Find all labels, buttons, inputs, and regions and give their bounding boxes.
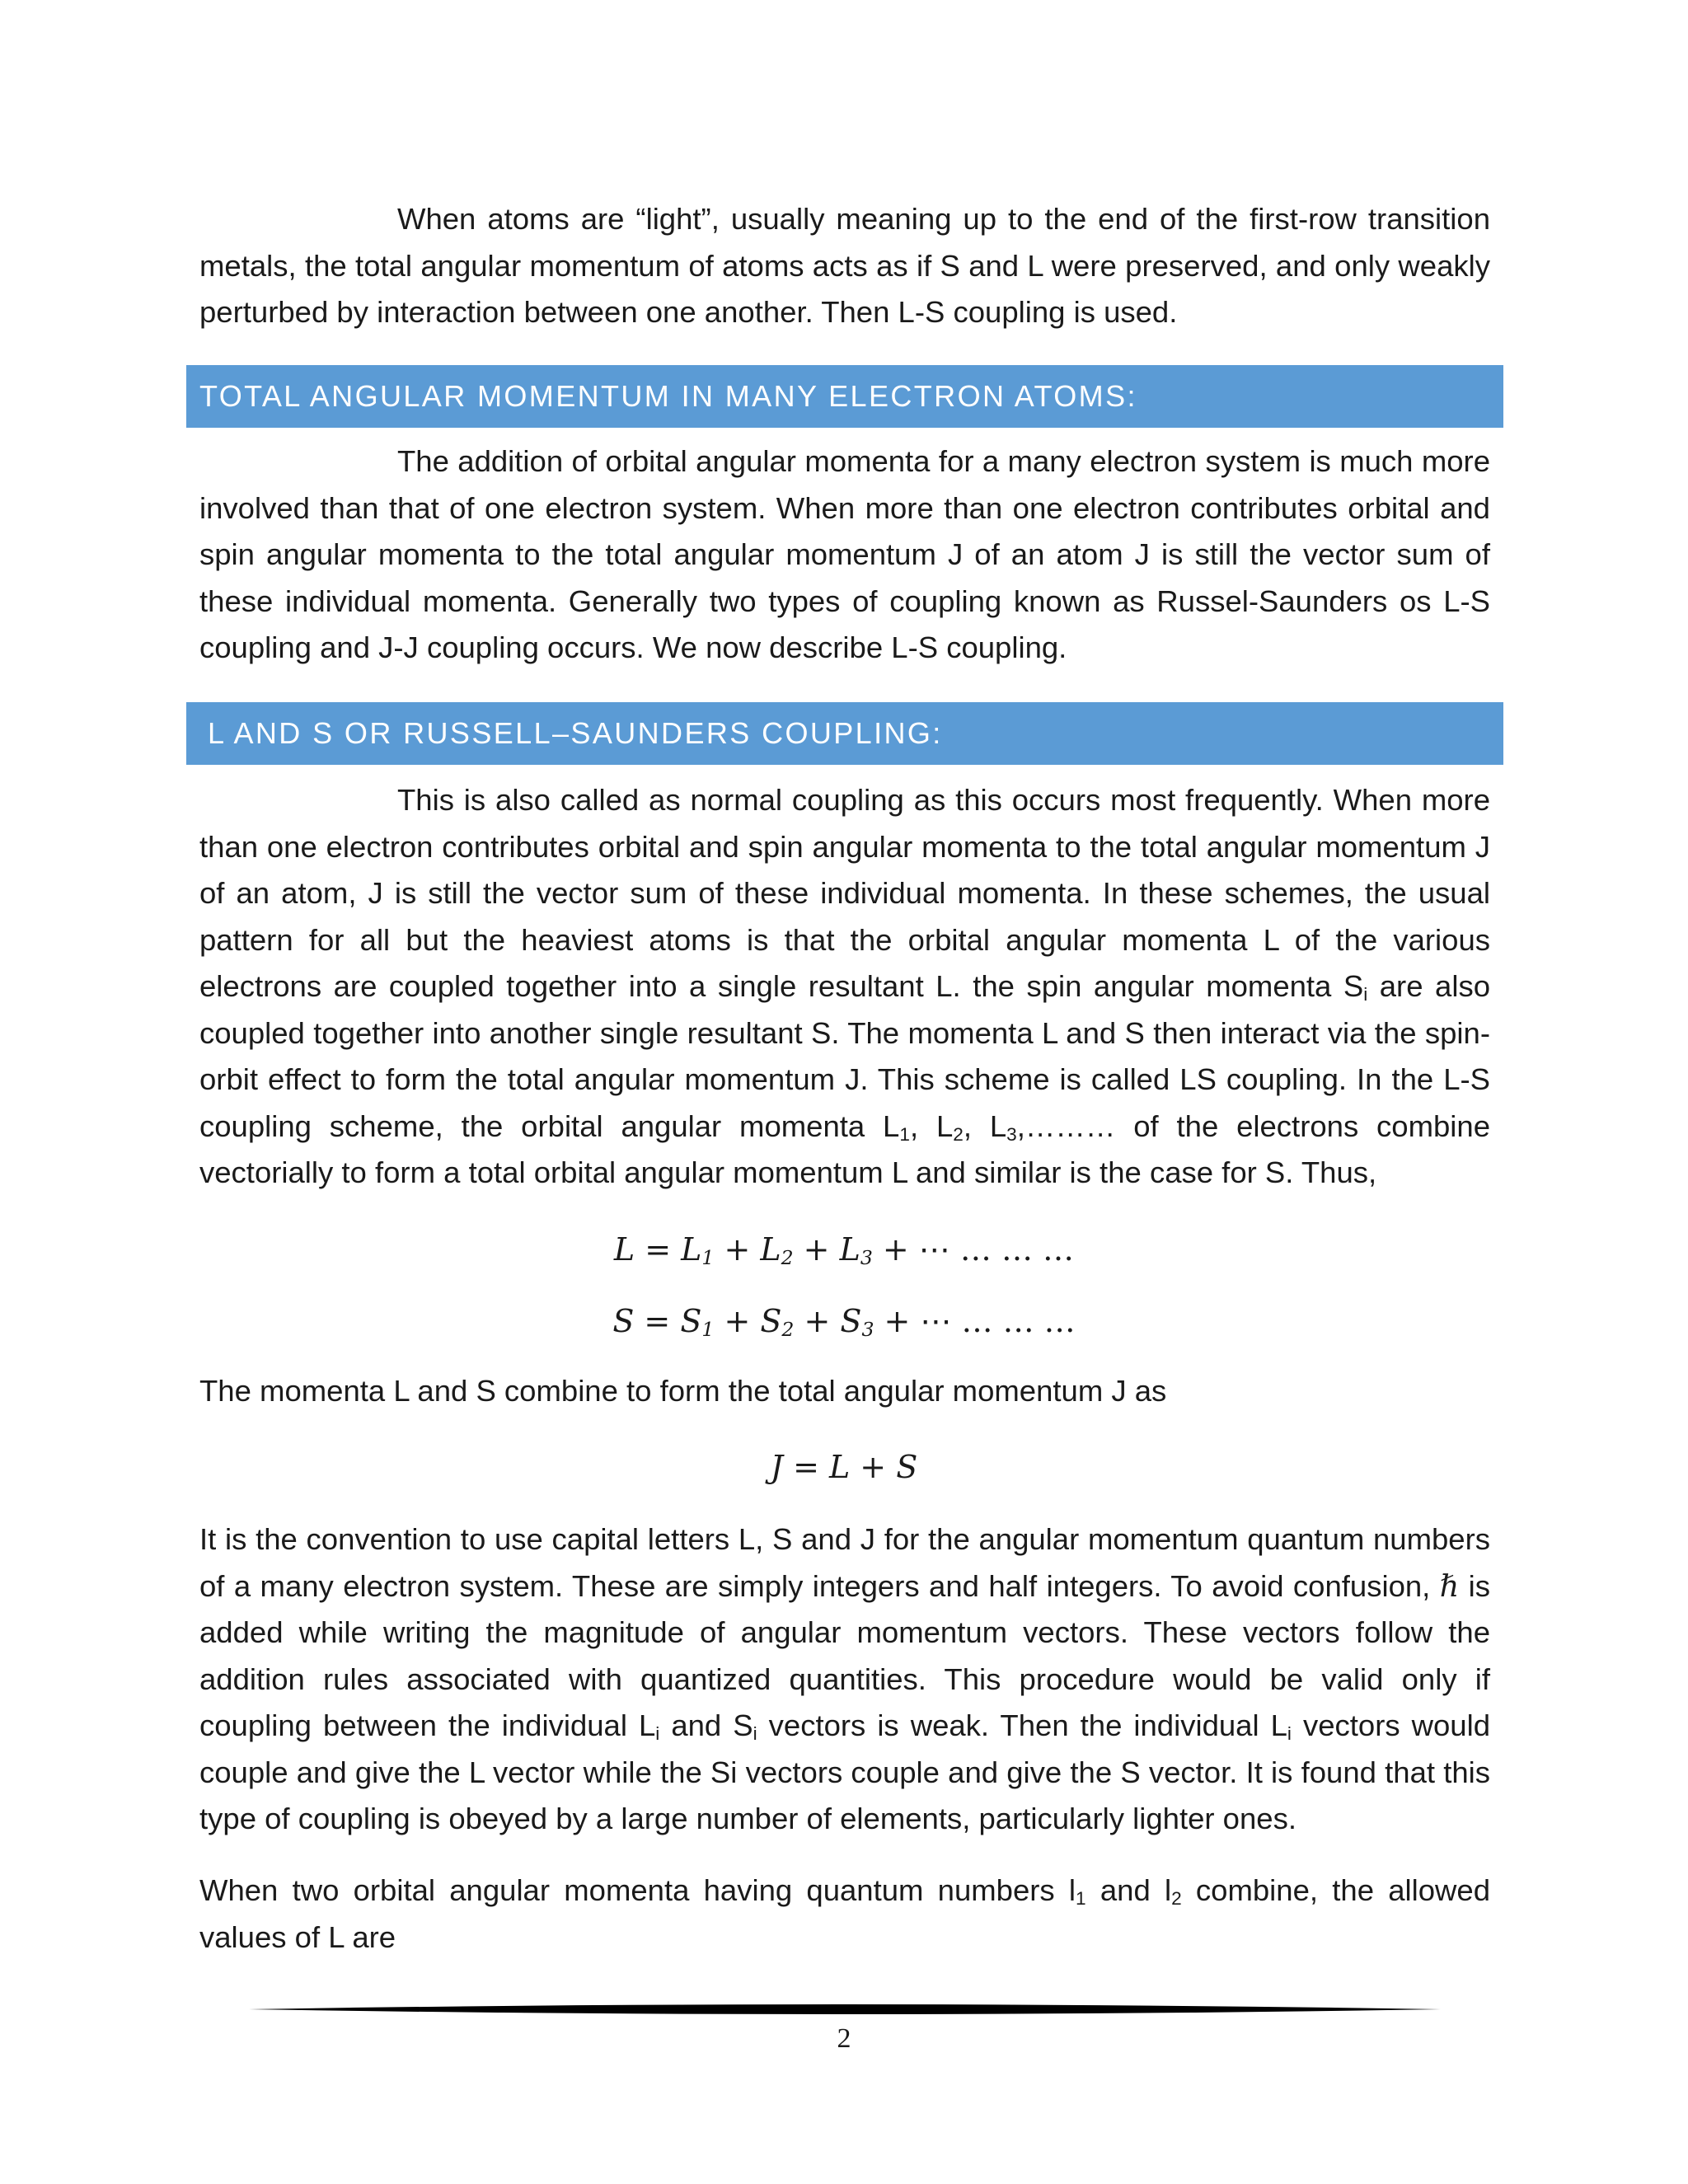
eq-operator: + [714,1231,761,1268]
eq-subscript: 2 [781,1318,795,1342]
section-heading-total-angular-momentum: TOTAL ANGULAR MOMENTUM IN MANY ELECTRON ATOMS: [186,365,1503,428]
section-heading-russell-saunders: L AND S OR RUSSELL–SAUNDERS COUPLING: [186,702,1503,765]
eq-tail: + ⋯ … … … [872,1231,1075,1268]
eq-lhs: S = [612,1303,681,1339]
eq-term: L [681,1231,702,1268]
equation-total-orbital-momentum [0,1226,1688,1272]
combine-sentence-block [199,1368,1490,1415]
eq-subscript: 3 [860,1246,873,1270]
text-run: , L [963,1108,1007,1143]
eq-lhs: L = [613,1231,682,1268]
subscript: 3 [1006,1123,1017,1145]
footer-divider [249,1999,1441,2019]
allowed-values-block [199,1868,1490,1961]
section2-body [199,777,1490,1197]
convention-block [199,1516,1490,1843]
page-number: 2 [837,2023,851,2054]
text-run: vectors is weak. Then the individual L [757,1708,1287,1742]
allowed-values-paragraph [199,1868,1490,1961]
hbar-symbol: ℏ [1439,1568,1460,1604]
text-run: are also coupled together into another single resultant S. The momenta L and S then interact via the spin-orbit effect to form the total angular momentum J. This scheme is called LS coupling. In the L-S coupling scheme, the orbital angular momenta L [199,969,1490,1143]
eq-term: L [760,1231,781,1268]
equation-total-angular-momentum: J = L + S [770,1449,918,1485]
subscript: i [1363,983,1368,1005]
subscript: 1 [899,1123,910,1145]
text-run: vectors would couple and give the L vector while the Si vectors couple and give the S vector. It is found that this type of coupling is obeyed by a large number of elements, particularly lighter ones. [199,1708,1490,1835]
combine-sentence: The momenta L and S combine to form the total angular momentum J as [199,1374,1167,1408]
section1-body [199,438,1490,672]
eq-subscript: 3 [861,1318,874,1342]
eq-term: S [680,1303,702,1339]
convention-paragraph [199,1516,1490,1843]
eq-operator: + [793,1231,840,1268]
subscript: 2 [953,1123,964,1145]
text-run: combine, the allowed values of L are [199,1873,1490,1954]
eq-operator: + [714,1303,761,1339]
intro-paragraph: When atoms are “light”, usually meaning up to the end of the first-row transition metals, the total angular momentum of atoms acts as if S and L were preserved, and only weakly perturbed by interaction between one another. Then L-S coupling is used. [199,202,1490,329]
intro-section [199,196,1490,336]
text-run: and l [1085,1873,1172,1907]
section2-paragraph [199,777,1490,1197]
text-run: and S [659,1708,753,1742]
eq-subscript: 1 [701,1246,715,1270]
eq-subscript: 1 [701,1318,715,1342]
eq-subscript: 2 [781,1246,794,1270]
subscript: i [655,1722,660,1744]
subscript: 1 [1076,1887,1086,1909]
eq-operator: + [794,1303,841,1339]
eq-tail: + ⋯ … … … [874,1303,1076,1339]
section1-paragraph: The addition of orbital angular momenta for a many electron system is much more involved than that of one electron system. When more than one electron contributes orbital and spin angular momenta to the total angular momentum J of an atom J is still the vector sum of these individual momenta. Generally two types of coupling known as Russel-Saunders os L-S coupling and J-J coupling occurs. We now describe L-S coupling. [199,444,1490,664]
text-run: This is also called as normal coupling as this occurs most frequently. When more than one electron contributes orbital and spin angular momenta to the total angular momentum J of an atom, J is still the vector sum of these individual momenta. In these schemes, the usual pattern for all but the heaviest atoms is that the orbital angular momenta L of the various electrons are coupled together into a single resultant L. the spin angular momenta S [199,783,1490,1003]
eq-term: S [840,1303,862,1339]
eq-term: S [760,1303,782,1339]
text-run: is added while writing the magnitude of angular momentum vectors. These vectors follow the addition rules associated with quantized quantities. This procedure would be valid only if coupling between the individual L [199,1568,1490,1742]
subscript: 2 [1171,1887,1182,1909]
subscript: i [1287,1722,1292,1744]
eq-term: L [839,1231,860,1268]
subscript: i [753,1722,757,1744]
text-run: , L [909,1108,954,1143]
text-run: When two orbital angular momenta having quantum numbers l [199,1873,1076,1907]
text-run: It is the convention to use capital letters L, S and J for the angular momentum quantum numbers of a many electron system. These are simply integers and half integers. To avoid confusion, [199,1522,1490,1603]
text-run: ,……… of the electrons combine vectorially to form a total orbital angular momentum L and similar is the case for S. Thus, [199,1108,1491,1189]
equation-total-spin-momentum [0,1298,1688,1344]
